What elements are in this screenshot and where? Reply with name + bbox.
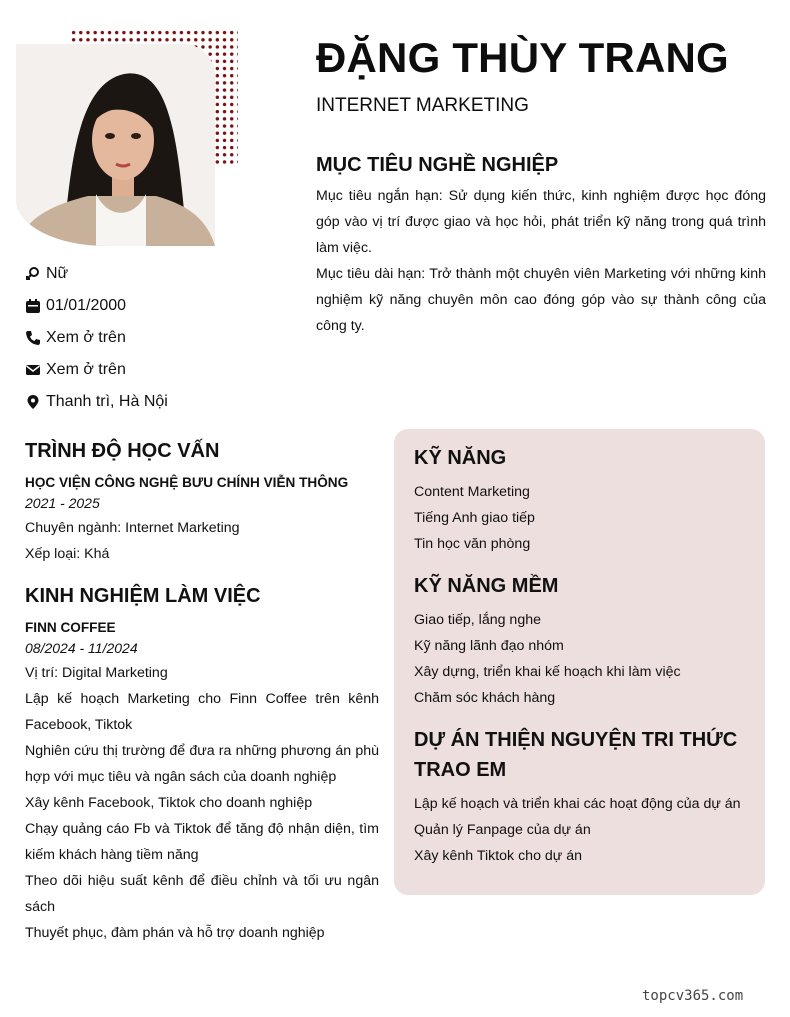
experience-position: Vị trí: Digital Marketing [25,665,168,681]
email-icon [25,362,41,378]
soft-skill-item: Giao tiếp, lắng nghe [414,612,541,628]
experience-company: FINN COFFEE [25,620,116,635]
soft-skill-item: Chăm sóc khách hàng [414,690,556,706]
project-item: Lập kế hoạch và triển khai các hoạt động của dự án [414,796,741,812]
skill-item: Tin học văn phòng [414,536,531,552]
skills-panel [394,429,765,895]
candidate-role: INTERNET MARKETING [316,95,529,116]
contact-gender-value: Nữ [46,265,69,282]
watermark: topcv365.com [642,988,744,1004]
contact-email-value: Xem ở trên [46,361,126,378]
contact-email [25,354,168,386]
objective-long-term: Mục tiêu dài hạn: Trở thành một chuyên viên Marketing với những kinh nghiệm kỹ năng chuyên môn cao đóng góp vào sự thành công của công ty. [316,266,766,334]
contact-list [25,258,168,418]
objective-title: MỤC TIÊU NGHỀ NGHIỆP [316,154,559,176]
experience-task: Xây kênh Facebook, Tiktok cho doanh nghiệp [25,795,313,811]
candidate-name: ĐẶNG THÙY TRANG [316,34,729,81]
experience-task: Theo dõi hiệu suất kênh để điều chỉnh và tối ưu ngân sách [25,873,379,915]
experience-title: KINH NGHIỆM LÀM VIỆC [25,585,261,607]
education-major: Chuyên ngành: Internet Marketing [25,520,240,536]
experience-task: Nghiên cứu thị trường để đưa ra những phương án phù hợp với mục tiêu và ngân sách của doanh nghiệp [25,743,379,785]
experience-dates: 08/2024 - 11/2024 [25,640,138,656]
objective-body [316,183,766,339]
soft-skill-item: Kỹ năng lãnh đạo nhóm [414,638,564,654]
education-school: HỌC VIỆN CÔNG NGHỆ BƯU CHÍNH VIỄN THÔNG [25,475,349,490]
contact-birthday [25,290,168,322]
left-column [25,440,379,946]
contact-phone [25,322,168,354]
skill-item: Content Marketing [414,484,530,500]
education-title: TRÌNH ĐỘ HỌC VẤN [25,440,220,462]
project-title: DỰ ÁN THIỆN NGUYỆN TRI THỨC TRAO EM [414,729,738,781]
skill-item: Tiếng Anh giao tiếp [414,510,535,526]
profile-photo [16,44,215,246]
contact-gender [25,258,168,290]
project-item: Quản lý Fanpage của dự án [414,822,591,838]
objective-short-term: Mục tiêu ngắn hạn: Sử dụng kiến thức, kinh nghiệm được học đóng góp vào vị trí được giao và học hỏi, phát triển kỹ năng trong quá trình làm việc. [316,188,766,256]
soft-skills-title: KỸ NĂNG MỀM [414,575,559,597]
phone-icon [25,330,41,346]
contact-address [25,386,168,418]
education-dates: 2021 - 2025 [25,495,100,511]
experience-task: Thuyết phục, đàm phán và hỗ trợ doanh nghiệp [25,925,325,941]
education-rank: Xếp loại: Khá [25,546,110,562]
gender-icon [25,266,41,282]
soft-skill-item: Xây dựng, triển khai kế hoạch khi làm việc [414,664,681,680]
contact-phone-value: Xem ở trên [46,329,126,346]
experience-task: Chạy quảng cáo Fb và Tiktok để tăng độ nhận diện, tìm kiếm khách hàng tiềm năng [25,821,379,863]
contact-address-value: Thanh trì, Hà Nội [46,393,168,410]
contact-birthday-value: 01/01/2000 [46,297,127,314]
calendar-icon [25,298,41,314]
skills-title: KỸ NĂNG [414,447,507,469]
location-icon [25,394,41,410]
project-item: Xây kênh Tiktok cho dự án [414,848,583,864]
experience-task: Lập kế hoạch Marketing cho Finn Coffee trên kênh Facebook, Tiktok [25,691,379,733]
